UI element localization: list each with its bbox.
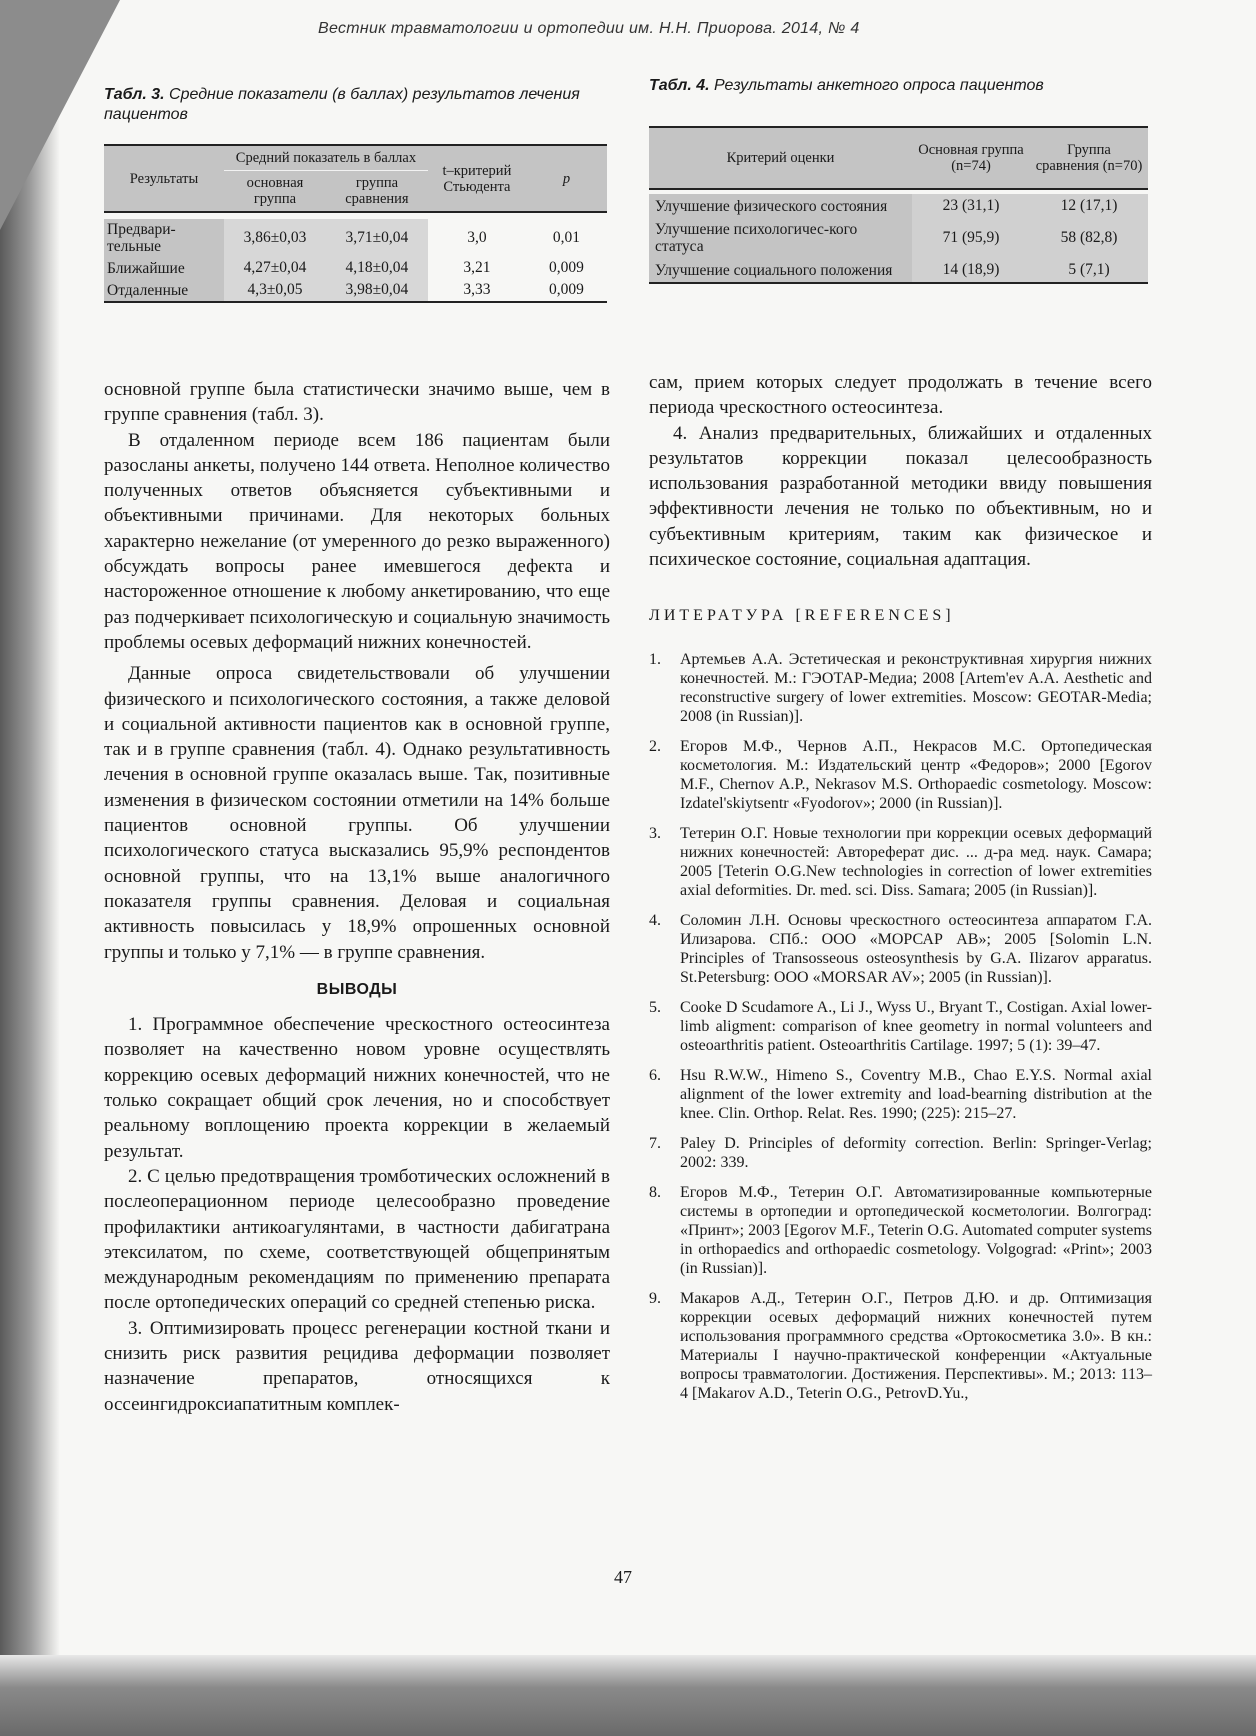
scan-shadow-bottom [0,1655,1256,1736]
paragraph: сам, прием которых следует продолжать в течение всего периода чрескостного остеосинтеза. [649,372,1152,419]
table4-header-comp: Группа сравнения (n=70) [1030,127,1148,189]
folded-corner [0,0,120,230]
paragraph: основной группе была статистически значимо выше, чем в группе сравнения (табл. 3). [104,379,610,426]
reference-item [649,1289,1152,1403]
reference-item [649,737,1152,813]
reference-text: Cooke D Scudamore A., Li J., Wyss U., Bryant T., Costigan. Axial lower-limb aligment: comparison of knee geometry in normal volunteers and osteoarthritis patient. Osteoarthritis Cartilage. 1997; 5 (1): 39–47. [680,999,1152,1054]
reference-text: Тетерин О.Г. Новые технологии при коррекции осевых деформаций нижних конечностей: Автореферат дис. ... д-ра мед. наук. Самара; 2005 [Teterin O.G.New technologies in correction of lower extremities axial deformities. Dr. med. sci. Diss. Samara; 2005 (in Russian)]. [680,825,1152,899]
table3-cell-comp: 3,71±0,04 [326,219,428,257]
table3-row-label: Отдаленные [104,279,224,302]
left-column [104,377,610,1417]
table3-cell-p: 0,009 [549,259,584,276]
table3-header-p: p [526,145,607,212]
table-row [104,257,607,279]
reference-number: 7. [649,1135,661,1152]
table4-caption-text: Результаты анкетного опроса пациентов [714,77,1044,94]
table4-cell-comp: 12 (17,1) [1030,194,1148,218]
reference-number: 1. [649,651,661,668]
table3-header-mean: Средний показатель в баллах [224,145,428,171]
table3-header-t: t–критерий Стьюдента [428,145,526,212]
scan-shadow-left [0,0,60,1736]
table3-cell-p: 0,009 [549,281,584,298]
paragraph: Данные опроса свидетельствовали об улучшении физического и психологического состояния, а также деловой и социальной активности пациентов как в основной группе, так и в группе сравнения (табл. 4). Однако результативность лечения в основной группе оказалась выше. Так, позитивные изменения в физическом состоянии отметили на 14% больше пациентов основной группы. Об улучшении психологического статуса высказались 95,9% респондентов основной группы, что на 13,1% выше аналогичного показателя группы сравнения. Деловая и социальная активность повысилась у 18,9% опрошенных основной группы и только у 7,1% — в группе сравнения. [104,663,610,963]
references-heading: ЛИТЕРАТУРА [REFERENCES] [649,607,955,624]
table3-cell-t: 3,21 [463,259,491,276]
table3-row-label: Ближайшие [104,257,224,279]
conclusions-heading: ВЫВОДЫ [316,980,398,998]
table3-cell-comp: 4,18±0,04 [326,257,428,279]
reference-item [649,824,1152,900]
reference-text: Hsu R.W.W., Himeno S., Coventry M.B., Chao E.Y.S. Normal axial alignment of the lower extremity and load-bearning distribution at the knee. Clin. Orthop. Relat. Res. 1990; (225): 215–27. [680,1067,1152,1122]
table-row [649,194,1148,218]
table4-cell-comp: 58 (82,8) [1030,218,1148,258]
table3-cell-t: 3,33 [463,281,491,298]
table3-header-comp: группа сравнения [326,171,428,213]
reference-item [649,650,1152,726]
table4-cell-comp: 5 (7,1) [1030,258,1148,283]
table3-caption-label: Табл. 3. [104,86,165,103]
reference-number: 2. [649,738,661,755]
table3-header-main: основная группа [224,171,326,213]
table4-caption-label: Табл. 4. [649,77,710,94]
reference-number: 4. [649,912,661,929]
table3-row-label: Предвари-тельные [104,219,224,257]
conclusion-item: 4. Анализ предварительных, ближайших и отдаленных результатов коррекции показал целесообразность использования разработанной методики ввиду повышения эффективности лечения не только по объективным, но и субъективным критериям, таким как физическое и психическое состояние, социальная адаптация. [649,422,1152,571]
table3-cell-main: 3,86±0,03 [224,219,326,257]
table-row [649,218,1148,258]
table4-header-main: Основная группа (n=74) [912,127,1030,189]
right-column [649,370,1152,572]
page-number: 47 [614,1567,632,1587]
table-row [104,279,607,302]
reference-text: Paley D. Principles of deformity correction. Berlin: Springer-Verlag; 2002: 339. [680,1135,1152,1171]
table4-row-label: Улучшение психологичес-кого статуса [649,218,912,258]
table3 [104,144,607,303]
reference-text: Макаров А.Д., Тетерин О.Г., Петров Д.Ю. и др. Оптимизация коррекции осевых деформаций нижних конечностей путем использования программного средства «Ортокосметика 3.0». В кн.: Материалы I научно-практической конференции «Актуальные вопросы травматологии. Достижения. Перспективы». М.; 2013: 113–4 [Makarov A.D., Teterin O.G., PetrovD.Yu., [680,1290,1152,1402]
references-list [649,650,1152,1414]
conclusion-item: 2. С целью предотвращения тромботических осложнений в послеоперационном периоде целесообразно проведение профилактики антикоагулянтами, в частности дабигатрана этексилатом, по схеме, соответствующей общепринятым международным рекомендациям по применению препарата после ортопедических операций со средней степенью риска. [104,1165,610,1314]
table4-caption [649,76,1149,96]
table3-caption [104,85,604,125]
table3-cell-p: 0,01 [552,229,580,246]
table3-cell-main: 4,3±0,05 [224,279,326,302]
reference-item [649,1066,1152,1123]
reference-number: 3. [649,825,661,842]
reference-number: 5. [649,999,661,1016]
conclusion-item: 1. Программное обеспечение чрескостного остеосинтеза позволяет на качественно новом уровне осуществлять коррекцию осевых деформаций нижних конечностей, что не только сокращает общий срок лечения, но и способствует реальному воплощению проекта коррекции в желаемый результат. [104,1014,610,1162]
reference-text: Артемьев А.А. Эстетическая и реконструктивная хирургия нижних конечностей. М.: ГЭОТАР-Медиа; 2008 [Artem'ev A.A. Aesthetic and reconstructive surgery of lower extremities. Moscow: GEOTAR-Media; 2008 (in Russian)]. [680,651,1152,725]
table4-cell-main: 71 (95,9) [912,218,1030,258]
reference-item [649,1134,1152,1172]
table3-caption-text: Средние показатели (в баллах) результатов лечения пациентов [104,86,580,123]
table3-cell-t: 3,0 [467,229,487,246]
table3-cell-main: 4,27±0,04 [224,257,326,279]
reference-number: 6. [649,1067,661,1084]
reference-text: Егоров М.Ф., Тетерин О.Г. Автоматизированные компьютерные системы в ортопедии и ортопедической косметологии. Волгоград: «Принт»; 2003 [Egorov M.F., Teterin O.G. Automated computer systems in orthopaedics and orthopaedic cosmetology. Volgograd: «Print»; 2003 (in Russian)]. [680,1184,1152,1277]
reference-item [649,911,1152,987]
table-row [104,219,607,257]
journal-header: Вестник травматологии и ортопедии им. Н.Н. Приорова. 2014, № 4 [318,20,860,37]
reference-number: 9. [649,1290,661,1307]
reference-text: Соломин Л.Н. Основы чрескостного остеосинтеза аппаратом Г.А. Илизарова. СПб.: ООО «МОРСАР АВ»; 2005 [Solomin L.N. Principles of Transosseous osteosynthesis by G.A. Ilizarov apparatus. St.Petersburg: OOO «MORSAR AV»; 2005 (in Russian)]. [680,912,1152,986]
table4-row-label: Улучшение социального положения [649,258,912,283]
table3-cell-comp: 3,98±0,04 [326,279,428,302]
reference-text: Егоров М.Ф., Чернов А.П., Некрасов М.С. Ортопедическая косметология. М.: Издательский центр «Федоров»; 2000 [Egorov M.F., Chernov A.P., Nekrasov M.S. Orthopaedic cosmetology. Moscow: Izdatel'skiytsentr «Fyodorov»; 2000 (in Russian)]. [680,738,1152,812]
reference-number: 8. [649,1184,661,1201]
table4-cell-main: 23 (31,1) [912,194,1030,218]
table4-header-criterion: Критерий оценки [649,127,912,189]
table4-row-label: Улучшение физического состояния [649,194,912,218]
reference-item [649,998,1152,1055]
table3-header-results: Результаты [104,145,224,212]
paragraph: В отдаленном периоде всем 186 пациентам были разосланы анкеты, получено 144 ответа. Неполное количество полученных ответов объясняется субъективными и объективными причинами. Для некоторых больных характерно нежелание (от умеренного до резко выраженного) обсуждать вопросы ранее имевшегося дефекта и настороженное отношение к любому анкетированию, что еще раз подчеркивает психологическую и социальную значимость проблемы осевых деформаций нижних конечностей. [104,429,610,653]
table4-cell-main: 14 (18,9) [912,258,1030,283]
conclusion-item: 3. Оптимизировать процесс регенерации костной ткани и снизить риск развития рецидива деформации позволяет назначение препаратов, относящихся к оссеингидроксиапатитным комплек- [104,1317,610,1415]
reference-item [649,1183,1152,1278]
table4 [649,126,1148,284]
table-row [649,258,1148,283]
